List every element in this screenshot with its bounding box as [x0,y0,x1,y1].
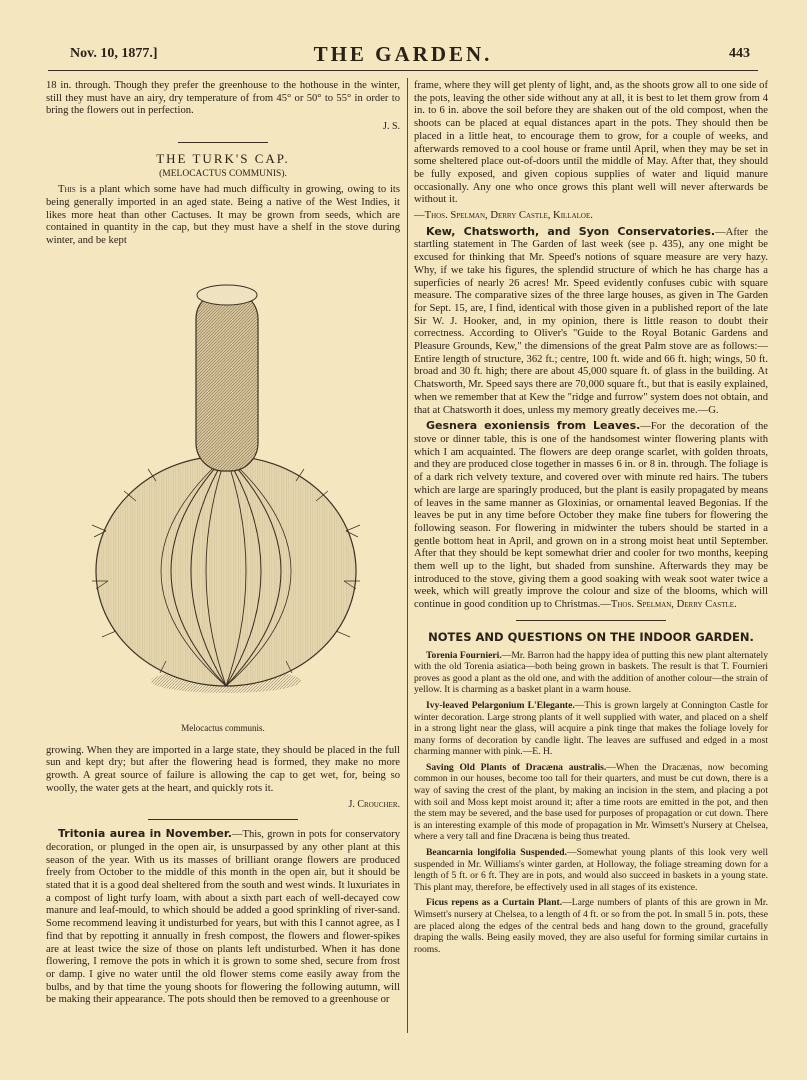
intro-signature: J. S. [383,121,400,133]
left-column [46,80,400,1010]
figure-caption: Melocactus communis. [181,723,265,734]
note-item [414,700,768,758]
tritonia-continued: frame, where they will get plenty of light, and, as the shoots grow all to one side of the pots, leaving the other side without any at all, it is best to let them grow from 4 in. to 6 in. above the soil before they are shaken out of the old compost, when the shoots can be placed at equal distances apart in the pots. They should then be placed in a little heat, to encourage them to grow, for a couple of weeks, and afterwards removed to a cool house or frame until April, when they may be set in some sheltered place out-of-doors until the middle of May. After that, they should be fully exposed, and given copious supplies of water and liquid manure occasionally. Any one who once grows this plant well will never afterwards be without it. [414,80,768,206]
kew-paragraph [414,226,768,418]
note-text: —Somewhat young plants of this look very well suspended in Mr. Williams's winter garden, at Holloway, the foliage streaming down for a length of 5 ft. or 6 ft. They are in pots, and would also succeed in baskets in a young state. This plant may, therefore, be effectively used in all stages of its existence. [414,847,768,893]
kew-heading: Kew, Chatsworth, and Syon Conservatories. [426,224,716,238]
journal-title: THE GARDEN. [313,42,493,66]
note-text: —Large numbers of plants of this are grown in Mr. Wimsett's nursery at Chelsea, to a length of 4 ft. or so from the pot. In small 5 in. pots, these are placed along the edges of the central beds and hang down to the ground, gracefully draping the walls. Being easily moved, they are also useful for forming similar curtains in rooms. [414,897,768,955]
page-header [48,44,758,71]
note-heading: Ficus repens as a Curtain Plant. [426,897,563,909]
note-text: —When the Dracænas, now becoming common in our houses, become too tall for their quarters, and must be cut down, there is a way of saving the crest of the plant, by making an incision in the stem, and placing a pot with soil and Moss kept moist around it; after a time roots are emitted in the pot, and then the stem may be severed, and the base used for purposes of propagation or cut down. There is an interesting example of this mode of propagation in Mr. Wimsett's Nursery at Chelsea, where a very tall and fine Dracæna is being thus treated. [414,761,768,843]
turks-cap-signature: J. Croucher. [348,798,400,810]
note-item [414,847,768,893]
note-heading: Torenia Fournieri. [426,649,502,661]
note-text: —Mr. Barron had the happy idea of putting this new plant alternately with the old Torenia asiatica—both being grown in baskets. The result is that T. Fournieri proves as good a plant as the old one, and with the addition of another colour—the strain of yellow. It is charming as a basket plant in a warm house. [414,649,769,696]
gesnera-paragraph [414,420,768,612]
tritonia-signature: —Thos. Spelman, Derry Castle, Killaloe. [414,210,593,222]
note-heading: Ivy-leaved Pelargonium L'Elegante. [426,699,575,711]
section-separator [148,819,298,820]
turks-cap-text-1: is a plant which some have had much difficulty in growing, owing to its being generally imported in an aged state. Being a native of the West Indies, it likes more heat than other Cactuses. It may be grown from seeds, which are contained in quantity in the cap, but they must have a shelf in the stove during winter, and be kept [46,184,400,247]
gesnera-text: —For the decoration of the stove or dinner table, this is one of the handsomest winter flowering plants with which I am acquainted. The flowers are deep orange scarlet, with golden throats, and they are produced close together in masses 6 in. or 8 in. through. The foliage is of a dark rich velvety texture, and covered over with minute red hairs. The tubers which are large are sparingly produced, but the plant is easily propagated by means of leaves in the same manner as Gloxinias, or ornamental leaved Begonias. If the leaves be put in any time before October they make fine tubers for flowering the following season. For flowering in midwinter the tubers should be started in a gentle bottom heat in April, and grown on in a strong moist heat until September. After that they should be kept somewhat drier and cooler for two months, keeping them well up to the light, but shaded from sunshine. Afterwards they may be introduced to the stove, giving them a good soaking with weak soot water twice a week, which will greatly improve the colour and size of the blooms, which will continue in good condition up to Christmas. [414,421,768,611]
issue-date: Nov. 10, 1877.] [70,46,158,61]
section-separator [516,620,666,621]
notes-section-title: NOTES AND QUESTIONS ON THE INDOOR GARDEN. [428,629,754,644]
page-number: 443 [729,46,750,61]
lead-word: This [58,184,76,196]
notes-list [414,650,768,956]
tritonia-text: —This, grown in pots for conservatory decoration, or plunged in the open air, is unsurpassed by any other plant at this season of the year. With us its masses of brilliant orange flowers are produced freely from October to the middle of this month in the open air, but it should be stated that it is a good deal sheltered from the south and west winds. It luxuriates in a compost of light turfy loam, with about a sixth part each of well-decayed cow manure and leaf-mould, to which should be added a good sprinkling of river-sand. Some recommend leaving it undisturbed for years, but with this I cannot agree, as I find that by repotting it annually in fresh compost, the flowers and flower-spikes are at least twice the size of those on plants left undisturbed. When it has done flowering, I remove the pots in which it is grown to some shed, secure from frost or damp. I give no water until the old flower stems come easily away from the bulbs, and by that time the young shoots for flowering the following autumn, will be making their appearance. The pots should then be removed to a greenhouse or [46,829,400,1006]
tritonia-heading: Tritonia aurea in November. [58,827,232,841]
tritonia-paragraph [46,828,400,1007]
note-heading: Saving Old Plants of Dracæna australis. [426,761,607,773]
turks-cap-paragraph-2: growing. When they are imported in a large state, they should be placed in the full sun and kept dry; but after the flowering head is formed, they make no more growth. A great source of failure is allowing the cap to get wet, for, being so woolly, the water gets at the heart, and quickly rots it. [46,744,400,794]
note-item [414,650,768,696]
column-rule [407,78,408,1033]
cactus-engraving-icon [46,251,400,741]
gesnera-signature: —Thos. Spelman, Derry Castle. [600,599,737,611]
section-separator [178,142,268,143]
turks-cap-title: THE TURK'S CAP. [156,150,290,166]
right-column [414,80,768,959]
turks-cap-paragraph-1 [46,184,400,248]
note-item [414,897,768,955]
turks-cap-subtitle: (MELOCACTUS COMMUNIS). [159,168,287,179]
intro-paragraph: 18 in. through. Though they prefer the greenhouse to the hothouse in the winter, still they must have an airy, dry temperature of from 45° or 50° to 55° in order to bring the flowers out in perfection. [46,80,400,117]
gesnera-heading: Gesnera exoniensis from Leaves. [426,419,641,433]
note-item [414,762,768,843]
melocactus-illustration [46,251,400,741]
note-heading: Beancarnia longifolia Suspended. [426,847,567,859]
kew-text: —After the startling statement in The Garden of last week (see p. 435), any one might be excused for thinking that Mr. Speed's notions of square measure are very hazy. Why, if we take his figures, the splendid structure of which he has charge has a superficies of nearly 26 acres! Mr. Speed evidently confuses cubic with square measure. The comparative sizes of the three large houses, as given in The Garden for Sept. 15, are, I find, identical with those given in a published report of the late Sir W. J. Hooker, and, in my opinion, there is little reason to doubt their correctness. According to Oliver's "Guide to the Royal Botanic Gardens and Pleasure Grounds, Kew," the dimensions of the great Palm stove are as follows:—Entire length of structure, 362 ft.; centre, 100 ft. wide and 66 ft. high; wings, 50 ft. broad and 30 ft. high; there are about 45,000 square ft. of glass in the building. At Chatsworth, Mr. Speed says there are 70,000 square ft., but that is easily explained, when we remember that at Kew the "ridge and furrow" system does not obtain, and that at Chatsworth it does, unless my memory greatly deceives me.—G. [414,226,768,416]
note-text: —This is grown largely at Connington Castle for winter decoration. Large strong plants of it well supplied with water, and placed on a shelf in a strong light near the glass, will acquire a pink tinge that makes the foliage lovely for many forms of decoration by candle light. The leaves are suffused and edged in a most charming manner with pink.—E. H. [414,699,769,758]
